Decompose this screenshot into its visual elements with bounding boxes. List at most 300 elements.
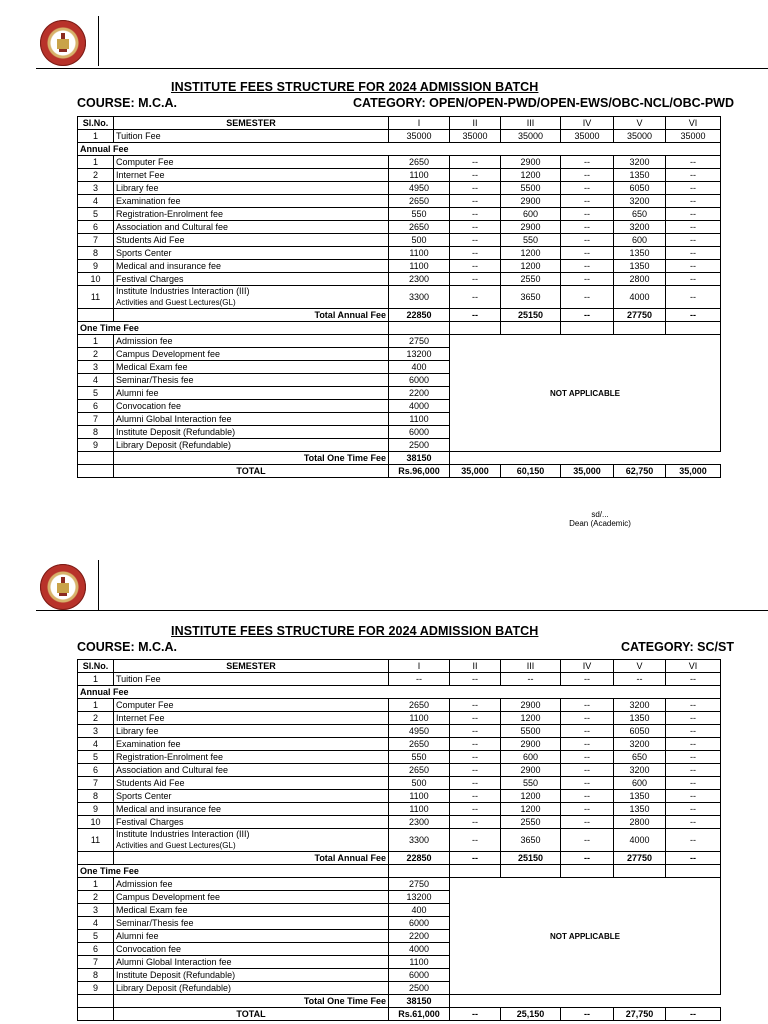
category-label: CATEGORY: OPEN/OPEN-PWD/OPEN-EWS/OBC-NCL/OBC-PWD bbox=[352, 96, 734, 110]
fee-value: -- bbox=[450, 195, 501, 208]
fee-value: -- bbox=[666, 195, 721, 208]
fee-value: 2200 bbox=[389, 387, 450, 400]
section-row bbox=[78, 865, 721, 878]
fee-value: -- bbox=[450, 208, 501, 221]
fee-name: Medical Exam fee bbox=[114, 904, 389, 917]
row-number: 1 bbox=[78, 335, 114, 348]
grand-total-value: 35,000 bbox=[561, 465, 614, 478]
empty-cell bbox=[389, 865, 450, 878]
row-number: 4 bbox=[78, 738, 114, 751]
empty-cell bbox=[450, 322, 501, 335]
fee-name: Association and Cultural fee bbox=[114, 764, 389, 777]
fee-value: -- bbox=[450, 751, 501, 764]
fee-value: -- bbox=[666, 260, 721, 273]
fee-value: 35000 bbox=[450, 130, 501, 143]
grand-total-row bbox=[78, 1008, 721, 1021]
row-number: 4 bbox=[78, 374, 114, 387]
total-value: -- bbox=[450, 852, 501, 865]
grand-total-row bbox=[78, 465, 721, 478]
total-one-time-label: Total One Time Fee bbox=[114, 995, 389, 1008]
row-number: 7 bbox=[78, 777, 114, 790]
total-one-time-row bbox=[78, 995, 721, 1008]
fee-value: -- bbox=[561, 790, 614, 803]
grand-total-value: -- bbox=[450, 1008, 501, 1021]
row-number: 5 bbox=[78, 751, 114, 764]
fee-value: -- bbox=[666, 816, 721, 829]
fee-value: 1350 bbox=[614, 790, 666, 803]
emblem-icon bbox=[55, 33, 71, 53]
tuition-row bbox=[78, 673, 721, 686]
fee-value: -- bbox=[450, 247, 501, 260]
fee-value: 1100 bbox=[389, 260, 450, 273]
emblem-icon bbox=[55, 577, 71, 597]
annual-rows bbox=[78, 156, 721, 286]
fee-name: Library fee bbox=[114, 182, 389, 195]
fee-name: Students Aid Fee bbox=[114, 777, 389, 790]
fee-value: -- bbox=[561, 738, 614, 751]
row-number: 7 bbox=[78, 234, 114, 247]
fee-name: Campus Development fee bbox=[114, 348, 389, 361]
institute-logo bbox=[40, 564, 86, 610]
signature-title: Dean (Academic) bbox=[569, 519, 631, 528]
empty-cell bbox=[450, 865, 501, 878]
fee-value: -- bbox=[666, 790, 721, 803]
empty-cell bbox=[561, 322, 614, 335]
fee-name: Convocation fee bbox=[114, 943, 389, 956]
table-row bbox=[78, 221, 721, 234]
table-row bbox=[78, 247, 721, 260]
fee-value: 1100 bbox=[389, 247, 450, 260]
fee-value: 1350 bbox=[614, 712, 666, 725]
fee-value: -- bbox=[666, 764, 721, 777]
fee-name: Seminar/Thesis fee bbox=[114, 917, 389, 930]
row-number: 9 bbox=[78, 439, 114, 452]
total-value: -- bbox=[666, 309, 721, 322]
fee-value: -- bbox=[666, 247, 721, 260]
row-number: 8 bbox=[78, 426, 114, 439]
empty-cell bbox=[78, 309, 114, 322]
empty-cell bbox=[78, 465, 114, 478]
row-number: 1 bbox=[78, 130, 114, 143]
logo-divider bbox=[98, 560, 99, 610]
grand-total-label: TOTAL bbox=[114, 1008, 389, 1021]
fee-value: -- bbox=[561, 260, 614, 273]
one-time-rows bbox=[78, 335, 721, 452]
fee-value: 2900 bbox=[501, 764, 561, 777]
fee-value: 2200 bbox=[389, 930, 450, 943]
row-number: 8 bbox=[78, 790, 114, 803]
total-one-time-value: 38150 bbox=[389, 452, 450, 465]
fee-value: 6050 bbox=[614, 725, 666, 738]
fee-value: 35000 bbox=[666, 130, 721, 143]
sem-header: IV bbox=[561, 660, 614, 673]
fee-name-sub: Activities and Guest Lectures(GL) bbox=[116, 298, 236, 307]
fee-value: -- bbox=[561, 725, 614, 738]
fee-value: -- bbox=[666, 803, 721, 816]
institute-logo bbox=[40, 20, 86, 66]
fee-value: -- bbox=[450, 221, 501, 234]
fee-value: 600 bbox=[614, 777, 666, 790]
row-number: 2 bbox=[78, 891, 114, 904]
fee-value: -- bbox=[666, 712, 721, 725]
fee-value: -- bbox=[389, 673, 450, 686]
fee-name: Admission fee bbox=[114, 335, 389, 348]
fee-value: -- bbox=[450, 790, 501, 803]
grand-total-value: 62,750 bbox=[614, 465, 666, 478]
fee-value: -- bbox=[614, 673, 666, 686]
fee-value: -- bbox=[450, 803, 501, 816]
fee-value: 1100 bbox=[389, 169, 450, 182]
signature bbox=[545, 510, 655, 528]
total-value: 27750 bbox=[614, 852, 666, 865]
fee-value: -- bbox=[561, 777, 614, 790]
fee-name: Computer Fee bbox=[114, 156, 389, 169]
fee-value: 4950 bbox=[389, 725, 450, 738]
annual-rows bbox=[78, 699, 721, 829]
sem-header: I bbox=[389, 117, 450, 130]
fee-value: 550 bbox=[389, 751, 450, 764]
fee-value: 2650 bbox=[389, 156, 450, 169]
fee-name: Medical and insurance fee bbox=[114, 803, 389, 816]
fee-name: Examination fee bbox=[114, 738, 389, 751]
fee-value: -- bbox=[561, 208, 614, 221]
fee-value: 650 bbox=[614, 208, 666, 221]
total-value: 25150 bbox=[501, 852, 561, 865]
fee-name: Festival Charges bbox=[114, 273, 389, 286]
fee-value: -- bbox=[561, 673, 614, 686]
table-row bbox=[78, 260, 721, 273]
total-annual-row bbox=[78, 852, 721, 865]
fee-name: Alumni Global Interaction fee bbox=[114, 956, 389, 969]
row-number: 6 bbox=[78, 221, 114, 234]
sem-header: III bbox=[501, 660, 561, 673]
total-one-time-row bbox=[78, 452, 721, 465]
table-row bbox=[78, 725, 721, 738]
fee-value: 550 bbox=[501, 234, 561, 247]
grand-total-value: 27,750 bbox=[614, 1008, 666, 1021]
sem-header: II bbox=[450, 660, 501, 673]
fee-value: 1200 bbox=[501, 169, 561, 182]
total-one-time-label: Total One Time Fee bbox=[114, 452, 389, 465]
one-time-fee-heading: One Time Fee bbox=[78, 865, 389, 878]
fee-value: -- bbox=[450, 273, 501, 286]
row-number: 11 bbox=[78, 286, 114, 309]
fee-value: 2300 bbox=[389, 816, 450, 829]
fee-value: -- bbox=[666, 286, 721, 309]
fee-name: Sports Center bbox=[114, 247, 389, 260]
fee-value: 4950 bbox=[389, 182, 450, 195]
fee-value: -- bbox=[666, 156, 721, 169]
fee-value: 1100 bbox=[389, 712, 450, 725]
row-number: 2 bbox=[78, 348, 114, 361]
fee-value: 2500 bbox=[389, 439, 450, 452]
fee-value: 600 bbox=[501, 751, 561, 764]
fee-value: 550 bbox=[389, 208, 450, 221]
fee-value: -- bbox=[450, 816, 501, 829]
row-number: 6 bbox=[78, 943, 114, 956]
fee-name-main: Institute Industries Interaction (III) bbox=[116, 829, 250, 839]
fee-value: 13200 bbox=[389, 348, 450, 361]
fee-value: -- bbox=[561, 234, 614, 247]
grand-total-value: -- bbox=[666, 1008, 721, 1021]
fee-name: Registration-Enrolment fee bbox=[114, 208, 389, 221]
row-number: 5 bbox=[78, 930, 114, 943]
fee-name: Association and Cultural fee bbox=[114, 221, 389, 234]
fee-value: -- bbox=[666, 208, 721, 221]
sem-header: VI bbox=[666, 660, 721, 673]
grand-total-value: 35,000 bbox=[666, 465, 721, 478]
grand-total-value: Rs.61,000 bbox=[389, 1008, 450, 1021]
fee-value: 3200 bbox=[614, 221, 666, 234]
total-value: 27750 bbox=[614, 309, 666, 322]
table-row bbox=[78, 208, 721, 221]
fee-name: Library fee bbox=[114, 725, 389, 738]
empty-cell bbox=[561, 865, 614, 878]
row-11 bbox=[78, 829, 721, 852]
fee-value: -- bbox=[450, 260, 501, 273]
fee-value: -- bbox=[666, 221, 721, 234]
row-number: 4 bbox=[78, 195, 114, 208]
fee-value: 4000 bbox=[614, 286, 666, 309]
fee-name: Internet Fee bbox=[114, 169, 389, 182]
sem-header: II bbox=[450, 117, 501, 130]
fee-value: -- bbox=[561, 803, 614, 816]
fee-value: 1100 bbox=[389, 956, 450, 969]
fee-value: 500 bbox=[389, 234, 450, 247]
fee-name: Library Deposit (Refundable) bbox=[114, 982, 389, 995]
fee-name: Library Deposit (Refundable) bbox=[114, 439, 389, 452]
fee-value: 400 bbox=[389, 361, 450, 374]
signature-line: sd/... bbox=[591, 510, 609, 519]
fee-name: Campus Development fee bbox=[114, 891, 389, 904]
fee-value: 2900 bbox=[501, 221, 561, 234]
fee-value: 2300 bbox=[389, 273, 450, 286]
grand-total-value: -- bbox=[561, 1008, 614, 1021]
fee-value: -- bbox=[450, 829, 501, 852]
fee-name: Alumni fee bbox=[114, 387, 389, 400]
fee-value: 400 bbox=[389, 904, 450, 917]
fee-value: 3200 bbox=[614, 738, 666, 751]
total-value: 22850 bbox=[389, 309, 450, 322]
row-number: 7 bbox=[78, 956, 114, 969]
fee-value: -- bbox=[666, 169, 721, 182]
sem-header: III bbox=[501, 117, 561, 130]
empty-cell bbox=[666, 865, 721, 878]
total-annual-label: Total Annual Fee bbox=[114, 309, 389, 322]
table-row bbox=[78, 764, 721, 777]
not-applicable-cell: NOT APPLICABLE bbox=[450, 335, 721, 452]
row-number: 5 bbox=[78, 208, 114, 221]
fee-value: -- bbox=[561, 195, 614, 208]
fee-value: -- bbox=[561, 764, 614, 777]
fee-value: -- bbox=[450, 673, 501, 686]
fee-name: Festival Charges bbox=[114, 816, 389, 829]
not-applicable-cell: NOT APPLICABLE bbox=[450, 878, 721, 995]
fee-value: 550 bbox=[501, 777, 561, 790]
section-row bbox=[78, 322, 721, 335]
total-value: -- bbox=[666, 852, 721, 865]
total-one-time-value: 38150 bbox=[389, 995, 450, 1008]
semester-header: SEMESTER bbox=[114, 117, 389, 130]
logo-divider bbox=[98, 16, 99, 66]
table-row bbox=[78, 738, 721, 751]
fee-value: 1200 bbox=[501, 803, 561, 816]
fee-value: 5500 bbox=[501, 182, 561, 195]
fee-value: -- bbox=[666, 777, 721, 790]
fee-value: -- bbox=[561, 221, 614, 234]
fee-name: Alumni Global Interaction fee bbox=[114, 413, 389, 426]
grand-total-value: Rs.96,000 bbox=[389, 465, 450, 478]
fee-value: 13200 bbox=[389, 891, 450, 904]
row-number: 2 bbox=[78, 712, 114, 725]
empty-cell bbox=[78, 452, 114, 465]
row-number: 1 bbox=[78, 699, 114, 712]
fee-value: -- bbox=[450, 286, 501, 309]
row-number: 6 bbox=[78, 764, 114, 777]
empty-cell bbox=[78, 1008, 114, 1021]
category-label: CATEGORY: SC/ST bbox=[621, 640, 734, 654]
fee-value: 2550 bbox=[501, 816, 561, 829]
empty-cell bbox=[614, 865, 666, 878]
fee-value: 35000 bbox=[614, 130, 666, 143]
fee-value: 1350 bbox=[614, 260, 666, 273]
empty-cell bbox=[501, 322, 561, 335]
fee-name: Tuition Fee bbox=[114, 130, 389, 143]
table-row bbox=[78, 803, 721, 816]
fee-name: Convocation fee bbox=[114, 400, 389, 413]
page-title: INSTITUTE FEES STRUCTURE FOR 2024 ADMISSION BATCH bbox=[171, 624, 539, 638]
fee-value: -- bbox=[450, 182, 501, 195]
fee-value: 2900 bbox=[501, 195, 561, 208]
row-number: 3 bbox=[78, 725, 114, 738]
fee-value: 1200 bbox=[501, 790, 561, 803]
sem-header: V bbox=[614, 117, 666, 130]
total-value: 22850 bbox=[389, 852, 450, 865]
fee-name: Institute Deposit (Refundable) bbox=[114, 969, 389, 982]
fee-value: 2650 bbox=[389, 738, 450, 751]
header-row bbox=[78, 660, 721, 673]
fee-value: 2900 bbox=[501, 699, 561, 712]
semester-header: SEMESTER bbox=[114, 660, 389, 673]
fee-value: 3200 bbox=[614, 195, 666, 208]
fee-value: 3200 bbox=[614, 764, 666, 777]
fee-value: -- bbox=[450, 699, 501, 712]
fee-value: -- bbox=[666, 725, 721, 738]
fee-value: 35000 bbox=[389, 130, 450, 143]
fee-name: Computer Fee bbox=[114, 699, 389, 712]
fee-value: 3650 bbox=[501, 829, 561, 852]
row-number: 2 bbox=[78, 169, 114, 182]
fee-value: -- bbox=[561, 247, 614, 260]
fee-value: 650 bbox=[614, 751, 666, 764]
fee-name: Seminar/Thesis fee bbox=[114, 374, 389, 387]
row-11 bbox=[78, 286, 721, 309]
table-row bbox=[78, 790, 721, 803]
fee-value: -- bbox=[450, 777, 501, 790]
row-number: 8 bbox=[78, 969, 114, 982]
annual-fee-heading: Annual Fee bbox=[78, 686, 721, 699]
fee-value: -- bbox=[561, 169, 614, 182]
fee-value: -- bbox=[561, 751, 614, 764]
row-number: 10 bbox=[78, 816, 114, 829]
fee-value: 600 bbox=[614, 234, 666, 247]
fee-value: 1350 bbox=[614, 247, 666, 260]
fee-value: -- bbox=[666, 699, 721, 712]
fee-value: 1350 bbox=[614, 169, 666, 182]
fee-value: -- bbox=[561, 816, 614, 829]
total-annual-label: Total Annual Fee bbox=[114, 852, 389, 865]
fee-value: -- bbox=[666, 273, 721, 286]
fee-value: 2650 bbox=[389, 764, 450, 777]
fee-value: -- bbox=[666, 234, 721, 247]
fee-value: 4000 bbox=[614, 829, 666, 852]
fee-value: 1100 bbox=[389, 790, 450, 803]
row-number: 3 bbox=[78, 182, 114, 195]
table-row bbox=[78, 712, 721, 725]
row-number: 7 bbox=[78, 413, 114, 426]
table-row bbox=[78, 195, 721, 208]
fee-value: 500 bbox=[389, 777, 450, 790]
fee-value: 2800 bbox=[614, 816, 666, 829]
row-number: 11 bbox=[78, 829, 114, 852]
table-row bbox=[78, 335, 721, 348]
empty-cell bbox=[389, 322, 450, 335]
table-row bbox=[78, 273, 721, 286]
table-row bbox=[78, 169, 721, 182]
fee-name: Medical Exam fee bbox=[114, 361, 389, 374]
fee-value: 2750 bbox=[389, 878, 450, 891]
fee-value: 3300 bbox=[389, 829, 450, 852]
header-row bbox=[78, 117, 721, 130]
fee-name: Internet Fee bbox=[114, 712, 389, 725]
grand-total-value: 60,150 bbox=[501, 465, 561, 478]
sem-header: IV bbox=[561, 117, 614, 130]
fee-value: -- bbox=[666, 182, 721, 195]
fee-value: 3650 bbox=[501, 286, 561, 309]
fee-value: 2650 bbox=[389, 699, 450, 712]
row-number: 1 bbox=[78, 878, 114, 891]
row-number: 9 bbox=[78, 982, 114, 995]
row-number: 3 bbox=[78, 361, 114, 374]
grand-total-label: TOTAL bbox=[114, 465, 389, 478]
total-value: -- bbox=[561, 852, 614, 865]
annual-fee-heading: Annual Fee bbox=[78, 143, 721, 156]
course-label: COURSE: M.C.A. bbox=[77, 640, 177, 654]
page-title: INSTITUTE FEES STRUCTURE FOR 2024 ADMISSION BATCH bbox=[171, 80, 539, 94]
fee-value: -- bbox=[501, 673, 561, 686]
one-time-rows bbox=[78, 878, 721, 995]
fee-value: 1200 bbox=[501, 260, 561, 273]
fee-name: Sports Center bbox=[114, 790, 389, 803]
fee-value: 1200 bbox=[501, 247, 561, 260]
fee-value: -- bbox=[561, 273, 614, 286]
empty-cell bbox=[501, 865, 561, 878]
fee-name bbox=[114, 286, 389, 309]
fee-value: 3200 bbox=[614, 156, 666, 169]
fee-table bbox=[77, 116, 721, 478]
fee-value: -- bbox=[561, 829, 614, 852]
grand-total-value: 25,150 bbox=[501, 1008, 561, 1021]
fee-value: 1350 bbox=[614, 803, 666, 816]
fee-value: 3200 bbox=[614, 699, 666, 712]
table-row bbox=[78, 751, 721, 764]
table-row bbox=[78, 182, 721, 195]
row-number: 5 bbox=[78, 387, 114, 400]
fee-value: -- bbox=[450, 764, 501, 777]
fee-value: -- bbox=[561, 712, 614, 725]
grand-total-value: 35,000 bbox=[450, 465, 501, 478]
fee-value: 4000 bbox=[389, 943, 450, 956]
